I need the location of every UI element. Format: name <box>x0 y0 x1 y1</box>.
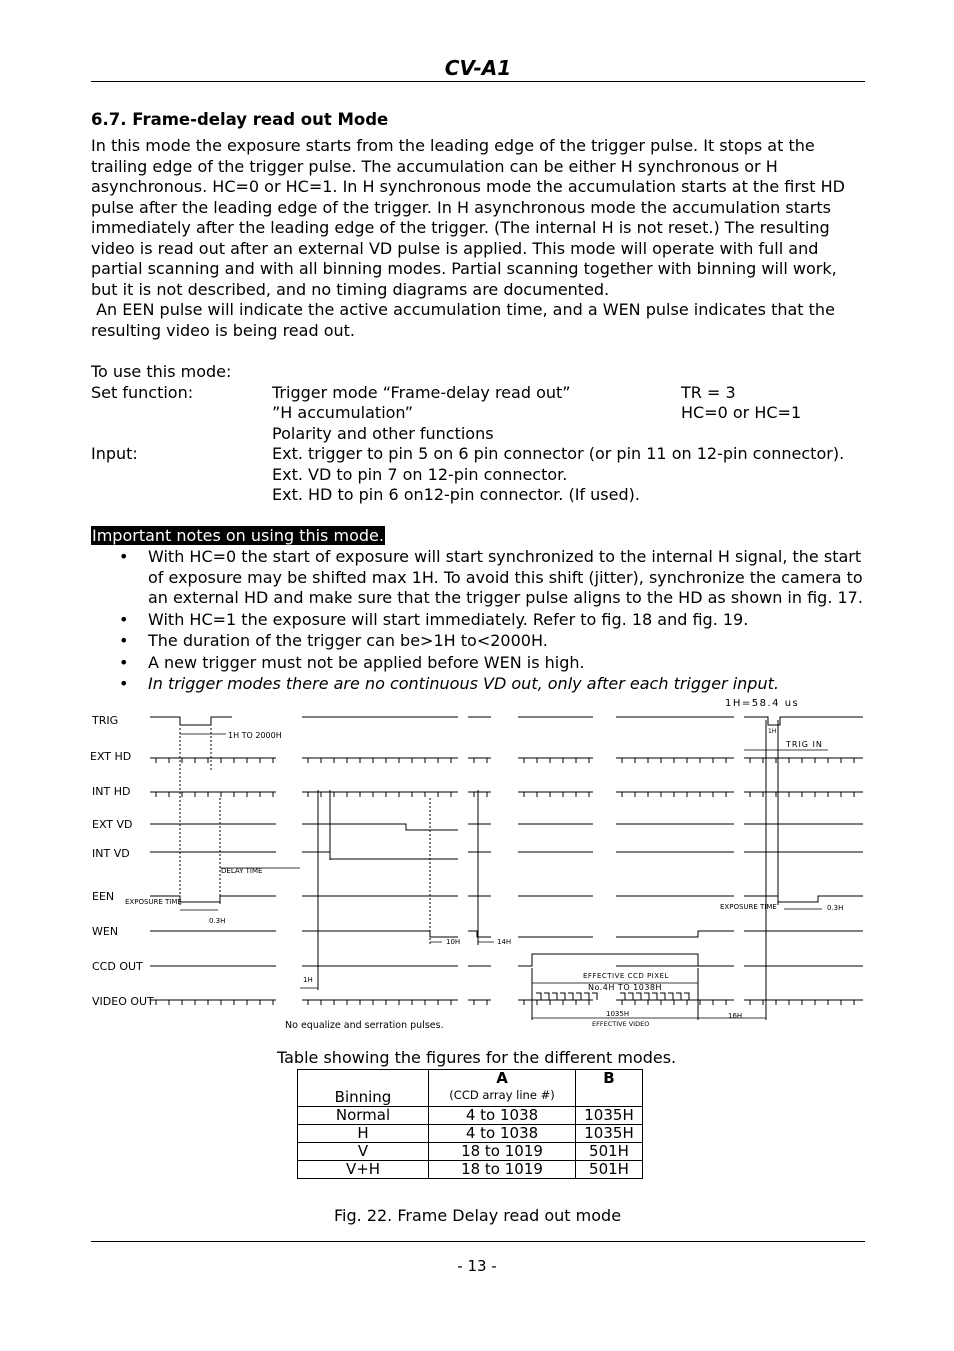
signal-label: EXT VD <box>92 818 133 831</box>
video-pulse <box>660 993 665 1000</box>
table-cell: 501H <box>576 1143 643 1161</box>
list-item <box>91 631 863 652</box>
signal-label: TRIG <box>92 714 119 727</box>
table-row <box>298 1125 643 1143</box>
signal-label: EEN <box>92 890 115 903</box>
body-line: pulse after the leading edge of the trigger. In H asynchronous mode the accumulation starts <box>91 197 831 217</box>
table-cell: 501H <box>576 1161 643 1179</box>
section-heading: 6.7. Frame-delay read out Mode <box>91 110 389 129</box>
wen-10h-label: 10H <box>446 938 461 946</box>
diagram-note: No equalize and serration pulses. <box>285 1020 444 1031</box>
right-1h-label: 1H <box>768 728 777 735</box>
trig-range-label: 1H TO 2000H <box>228 731 282 740</box>
table-cell: Normal <box>298 1107 429 1125</box>
video-pulse <box>544 993 549 1000</box>
note-line: of exposure may be shifted max 1H. To avoid this shift (jitter), synchronize the camera to <box>148 567 863 587</box>
table-cell: V+H <box>298 1161 429 1179</box>
video-1035-label: 1035H <box>606 1010 630 1018</box>
body-line: trailing edge of the trigger pulse. The accumulation can be either H synchronous or H <box>91 156 778 176</box>
footer-rule <box>91 1241 865 1242</box>
video-pulse <box>668 993 673 1000</box>
effective-ccd-label: EFFECTIVE CCD PIXEL <box>583 972 669 980</box>
note-line: The duration of the trigger can be>1H to<2000H. <box>148 631 548 650</box>
bullet-icon: • <box>119 609 129 629</box>
notes-list <box>91 547 863 696</box>
header-a-label: A <box>496 1069 508 1087</box>
video-pulse <box>644 993 649 1000</box>
bullet-icon: • <box>119 631 129 650</box>
setup-desc: Polarity and other functions <box>272 423 494 443</box>
diagram-annotations <box>125 698 843 1031</box>
body-line: partial scanning and with all binning modes. Partial scanning together with binning will work, <box>91 259 837 278</box>
setup-label: Input: <box>91 444 138 463</box>
figure-caption: Fig. 22. Frame Delay read out mode <box>334 1206 622 1225</box>
signal-label: INT HD <box>92 785 131 798</box>
note-line: A new trigger must not be applied before WEN is high. <box>148 652 585 672</box>
header-a-sub: (CCD array line #) <box>449 1088 555 1102</box>
video-pulse <box>676 993 681 1000</box>
modes-table <box>297 1069 643 1179</box>
note-line: With HC=0 the start of exposure will start synchronized to the internal H signal, the start <box>148 547 862 566</box>
video-pulse <box>636 993 641 1000</box>
wen-14h-label: 14H <box>497 938 512 946</box>
video-pulse <box>568 993 573 1000</box>
een-delay-label-2: 0.3H <box>827 904 844 912</box>
video-pulse <box>620 993 625 1000</box>
video-pulse <box>592 993 597 1000</box>
table-cell: H <box>298 1125 429 1143</box>
ccd-range-label: No.4H TO 1038H <box>588 983 663 992</box>
table-row <box>298 1143 643 1161</box>
setup-value: HC=0 or HC=1 <box>681 403 802 422</box>
video-pulse <box>552 993 557 1000</box>
body-line: asynchronous. HC=0 or HC=1. In H synchronous mode the accumulation starts at the first HD <box>91 177 845 196</box>
pulse-ticks <box>150 758 863 1005</box>
one-h-label: 1H <box>303 976 313 984</box>
header-binning: Binning <box>298 1070 429 1107</box>
notes-title: Important notes on using this mode. <box>92 526 384 545</box>
body-line: An EEN pulse will indicate the active accumulation time, and a WEN pulse indicates that the <box>91 300 835 319</box>
signal-labels <box>90 714 154 1008</box>
bullet-icon: • <box>119 547 129 566</box>
setup-intro: To use this mode: <box>91 362 232 381</box>
table-cell: 1035H <box>576 1125 643 1143</box>
page-header <box>91 56 865 82</box>
table-cell: 18 to 1019 <box>429 1143 576 1161</box>
een-delay-label: 0.3H <box>209 917 226 925</box>
video-pulse <box>584 993 589 1000</box>
signal-label: WEN <box>92 925 119 938</box>
setup-desc: Ext. VD to pin 7 on 12-pin connector. <box>272 464 568 484</box>
table-cell: V <box>298 1143 429 1161</box>
video-pulse <box>628 993 633 1000</box>
note-line: With HC=1 the exposure will start immediately. Refer to fig. 18 and fig. 19. <box>148 609 749 629</box>
list-item <box>91 674 863 695</box>
header-a <box>429 1070 576 1107</box>
delay-time-label: DELAY TIME <box>221 867 263 875</box>
body-line: video is read out after an external VD pulse is applied. This mode will operate with full and <box>91 238 819 258</box>
setup-value: TR = 3 <box>681 382 736 402</box>
page-number: - 13 - <box>457 1257 497 1275</box>
list-item <box>91 547 863 609</box>
note-line: an external HD and make sure that the trigger pulse aligns to the HD as shown in fig. 17. <box>148 588 863 607</box>
table-cell: 1035H <box>576 1107 643 1125</box>
header-b: B <box>576 1070 643 1107</box>
body-line: resulting video is being read out. <box>91 320 355 340</box>
table-caption: Table showing the figures for the different modes. <box>277 1048 677 1067</box>
signal-label: INT VD <box>92 847 130 860</box>
video-pulse <box>536 993 541 1000</box>
timing-diagram <box>85 695 865 1040</box>
signal-label: EXT HD <box>90 750 132 763</box>
body-line: but it is not described, and no timing diagrams are documented. <box>91 279 610 299</box>
exposure-time-label-2: EXPOSURE TIME <box>720 903 777 911</box>
effective-video-label: EFFECTIVE VIDEO <box>592 1020 650 1028</box>
dimension-arrows <box>180 734 828 1018</box>
document-title: CV-A1 <box>444 56 512 80</box>
signal-label: CCD OUT <box>92 960 143 973</box>
body-line: immediately after the leading edge of the trigger. (The internal H is not reset.) The resulting <box>91 218 830 237</box>
table-cell: 18 to 1019 <box>429 1161 576 1179</box>
video-pulse <box>652 993 657 1000</box>
table-row <box>298 1161 643 1179</box>
note-line: In trigger modes there are no continuous VD out, only after each trigger input. <box>148 674 779 693</box>
list-item <box>91 653 863 674</box>
setup-desc: Ext. HD to pin 6 on12-pin connector. (If used). <box>272 485 640 504</box>
video-pulse <box>684 993 689 1000</box>
h-period-label: 1H=58.4 us <box>725 698 800 709</box>
list-item <box>91 610 863 631</box>
exposure-time-label: EXPOSURE TIME <box>125 898 182 906</box>
video-pulse <box>576 993 581 1000</box>
table-row <box>298 1107 643 1125</box>
setup-desc: Ext. trigger to pin 5 on 6 pin connector (or pin 11 on 12-pin connector). <box>272 444 845 463</box>
setup-desc: ”H accumulation” <box>272 403 413 422</box>
table-cell: 4 to 1038 <box>429 1107 576 1125</box>
video-16h-label: 16H <box>728 1012 743 1020</box>
setup-label: Set function: <box>91 382 194 402</box>
setup-desc: Trigger mode “Frame-delay read out” <box>272 382 571 402</box>
trig-in-label: TRIG IN <box>786 740 823 749</box>
bullet-icon: • <box>119 652 129 672</box>
video-pulse <box>560 993 565 1000</box>
bullet-icon: • <box>119 674 129 693</box>
table-header-row <box>298 1070 643 1107</box>
body-line: In this mode the exposure starts from the leading edge of the trigger pulse. It stops at the <box>91 136 815 155</box>
body-paragraph <box>91 136 861 341</box>
table-cell: 4 to 1038 <box>429 1125 576 1143</box>
signal-label: VIDEO OUT <box>92 995 154 1008</box>
